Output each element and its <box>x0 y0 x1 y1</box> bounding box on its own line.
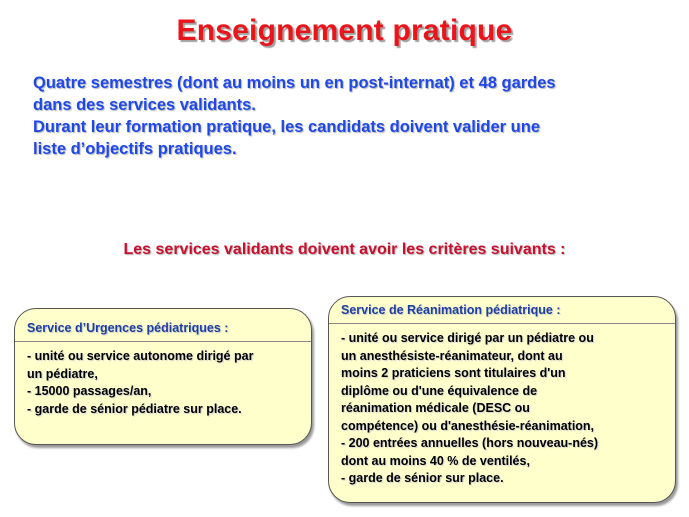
criteria-line: moins 2 praticiens sont titulaires d'un <box>341 366 566 380</box>
criteria-line: diplôme ou d'une équivalence de <box>341 383 538 398</box>
criteria-line: - garde de sénior sur place. <box>341 471 504 485</box>
criteria-line: réanimation médicale (DESC ou <box>341 401 530 415</box>
criteria-line: un anesthésiste-réanimateur, dont au <box>341 348 563 363</box>
urgences-box-title: Service d’Urgences pédiatriques : <box>27 321 229 335</box>
criteria-line: - unité ou service autonome dirigé par <box>27 349 254 363</box>
intro-line: Durant leur formation pratique, les candidats doivent valider une <box>33 118 541 136</box>
intro-line: Quatre semestres (dont au moins un en post-internat) et 48 gardes <box>33 74 556 92</box>
urgences-service-box <box>14 308 312 445</box>
intro-line: liste d’objectifs pratiques. <box>33 140 237 158</box>
reanimation-box-title: Service de Réanimation pédiatrique : <box>341 303 561 317</box>
slide-title: Enseignement pratique <box>176 14 513 47</box>
intro-paragraph <box>33 72 673 160</box>
urgences-box-divider <box>15 341 311 342</box>
intro-line: dans des services validants. <box>33 96 256 114</box>
criteria-line: - 15000 passages/an, <box>27 384 152 398</box>
reanimation-criteria-list <box>341 330 665 488</box>
urgences-criteria-list <box>27 348 301 418</box>
criteria-line: dont au moins 40 % de ventilés, <box>341 453 530 468</box>
criteria-line: un pédiatre, <box>27 366 98 381</box>
criteria-line: - unité ou service dirigé par un pédiatre ou <box>341 331 594 345</box>
criteria-line: - 200 entrées annuelles (hors nouveau-nés) <box>341 436 599 450</box>
criteria-line: compétence) ou d'anesthésie-réanimation, <box>341 418 595 433</box>
criteria-heading: Les services validants doivent avoir les critères suivants : <box>123 241 566 258</box>
criteria-line: - garde de sénior pédiatre sur place. <box>27 401 242 416</box>
reanimation-box-divider <box>329 323 675 324</box>
reanimation-service-box <box>328 296 676 503</box>
